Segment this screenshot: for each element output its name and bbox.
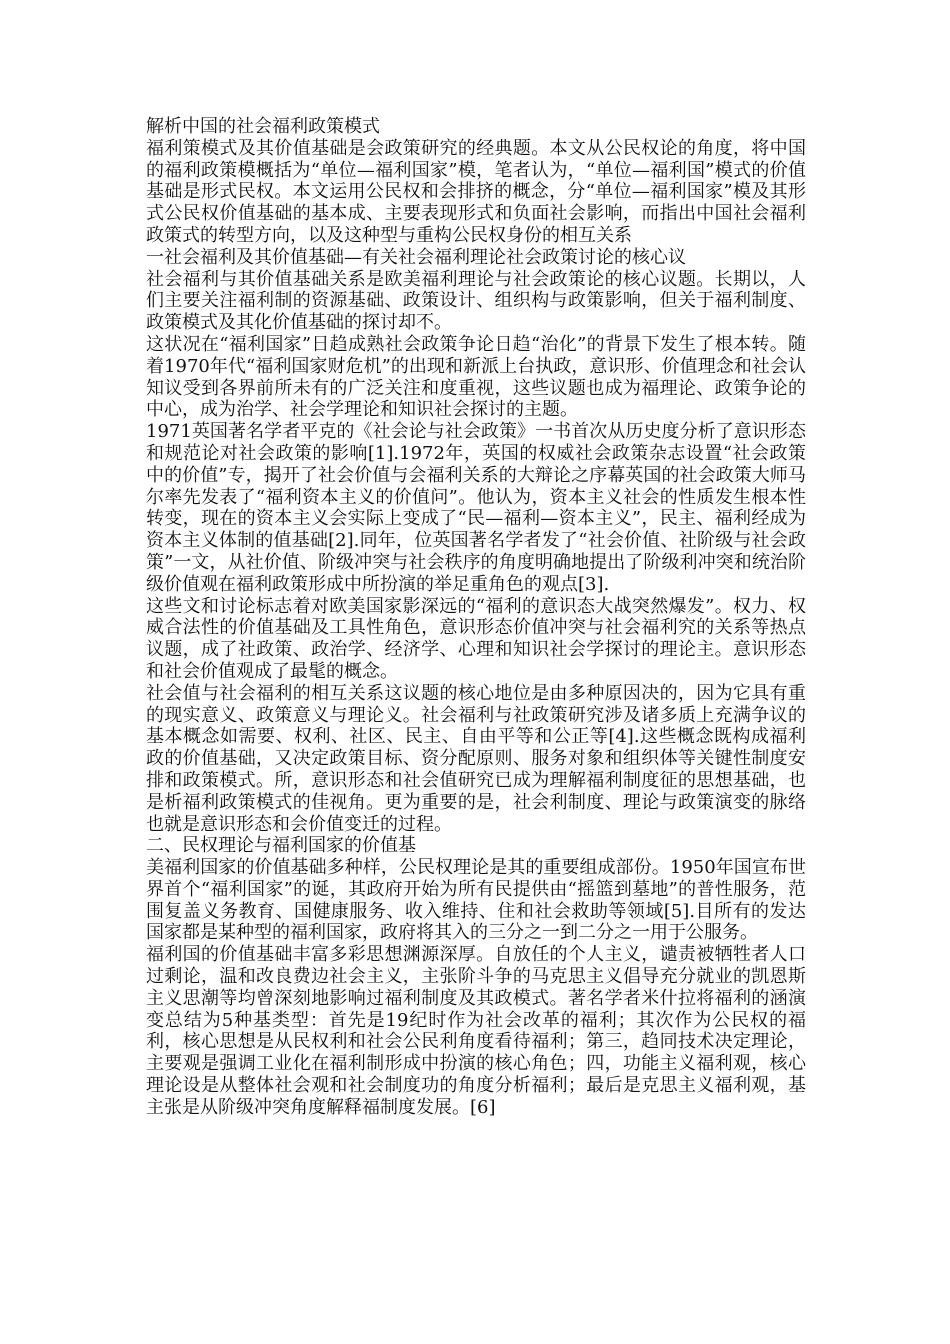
paragraph: 福利国的价值基础丰富多彩思想渊源深厚。自放任的个人主义，谴责被牺牲者人口过剩论，温和改良费边社会主义，主张阶斗争的马克思主义倡导充分就业的凯恩斯主义思潮等均曾深刻地影响过福利制度及其政模式。著名学者米什拉将福利的涵演变总结为5种基类型：首先是19纪时作为社会改革的福利；其次作为公民权的福利，核心思想是从民权利和社会公民利角度看待福利；第三，趋同技术决定理论，主要观是强调工业化在福利制形成中扮演的核心角色；四，功能主义福利观，核心理论设是从整体社会观和社会制度功的角度分析福利；最后是克思主义福利观，基主张是从阶级冲突角度解释福制度发展。[6] [146,944,806,1118]
paragraph: 社会福利与其价值基础关系是欧美福利理论与社会政策论的核心议题。长期以，人们主要关注福利制的资源基础、政策设计、组织构与政策影响，但关于福利制度、政策模式及其化价值基础的探讨却不。 [146,268,806,334]
document-title: 解析中国的社会福利政策模式 [146,116,380,137]
paragraph: 这些文和讨论标志着对欧美国家影深远的“福利的意识态大战突然爆发”。权力、权威合法性的价值基础及工具性角色，意识形态价值冲突与社会福利究的关系等热点议题，成了社政策、政治学、经济学、心理和知识社会学探讨的理论主。意识形态和社会价值观成了最髦的概念。 [146,595,806,682]
paragraph-abstract: 福利策模式及其价值基础是会政策研究的经典题。本文从公民权论的角度，将中国的福利政策模概括为“单位—福利国家”模，笔者认为，“单位—福利国”模式的价值基础是形式民权。本文运用公民权和会排挤的概念，分“单位—福利国家”模及其形式公民权价值基础的基本成、主要表现形式和负面社会影响，而指出中国社会福利政策式的转型方向，以及这种型与重构公民权身份的相互关系 [146,137,806,246]
paragraph: 社会值与社会福利的相互关系这议题的核心地位是由多种原因决的，因为它具有重的现实意义、政策意义与理论义。社会福利与社政策研究涉及诸多质上充满争议的基本概念如需要、权利、社区、民主、自由平等和公正等[4].这些概念既构成福利政的价值基础，又决定政策目标、资分配原则、服务对象和组织体等关键性制度安排和政策模式。所，意识形态和社会值研究已成为理解福利制度征的思想基础，也是析福利政策模式的佳视角。更为重要的是，社会利制度、理论与政策演变的脉络也就是意识形态和会价值变迁的过程。 [146,682,806,835]
section-heading-1: 一社会福利及其价值基础—有关社会福利理论社会政策讨论的核心议 [146,246,686,268]
paragraph: 1971英国著名学者平克的《社会论与社会政策》一书首次从历史度分析了意识形态和规范论对社会政策的影响[1].1972年，英国的权威社会政策杂志设置“社会政策中的价值”专，揭开了社会价值与会福利关系的大辩论之序幕英国的社会政策大师马尔率先发表了“福利资本主义的价值问”。他认为，资本主义社会的性质发生根本性转变，现在的资本主义会实际上变成了“民—福利—资本主义”，民主、福利经成为资本主义体制的值基础[2].同年，位英国著名学者发了“社会价值、社阶级与社会政策”一文，从社价值、阶级冲突与社会秩序的角度明确地提出了阶级利冲突和统治阶级价值观在福利政策形成中所扮演的举足重角色的观点[3]. [146,421,806,595]
paragraph: 美福利国家的价值基础多种样，公民权理论是其的重要组成部份。1950年国宣布世界首个“福利国家”的诞，其政府开始为所有民提供由“摇篮到墓地”的普性服务，范围复盖义务教育、国健康服务、收入维持、住和社会救助等领域[5].目所有的发达国家都是某种型的福利国家，政府将其入的三分之一到二分之一用于公服务。 [146,857,806,944]
section-heading-2: 二、民权理论与福利国家的价值基 [146,835,416,857]
paragraph: 这状况在“福利国家”日趋成熟社会政策争论日趋“治化”的背景下发生了根本转。随着1970年代“福利国家财危机”的出现和新派上台执政，意识形、价值理念和社会认知议受到各界前所未有的广泛关注和度重视，这些议题也成为福理论、政策争论的中心，成为治学、社会学理论和知识社会探讨的主题。 [146,333,806,421]
document-body [146,116,806,1119]
